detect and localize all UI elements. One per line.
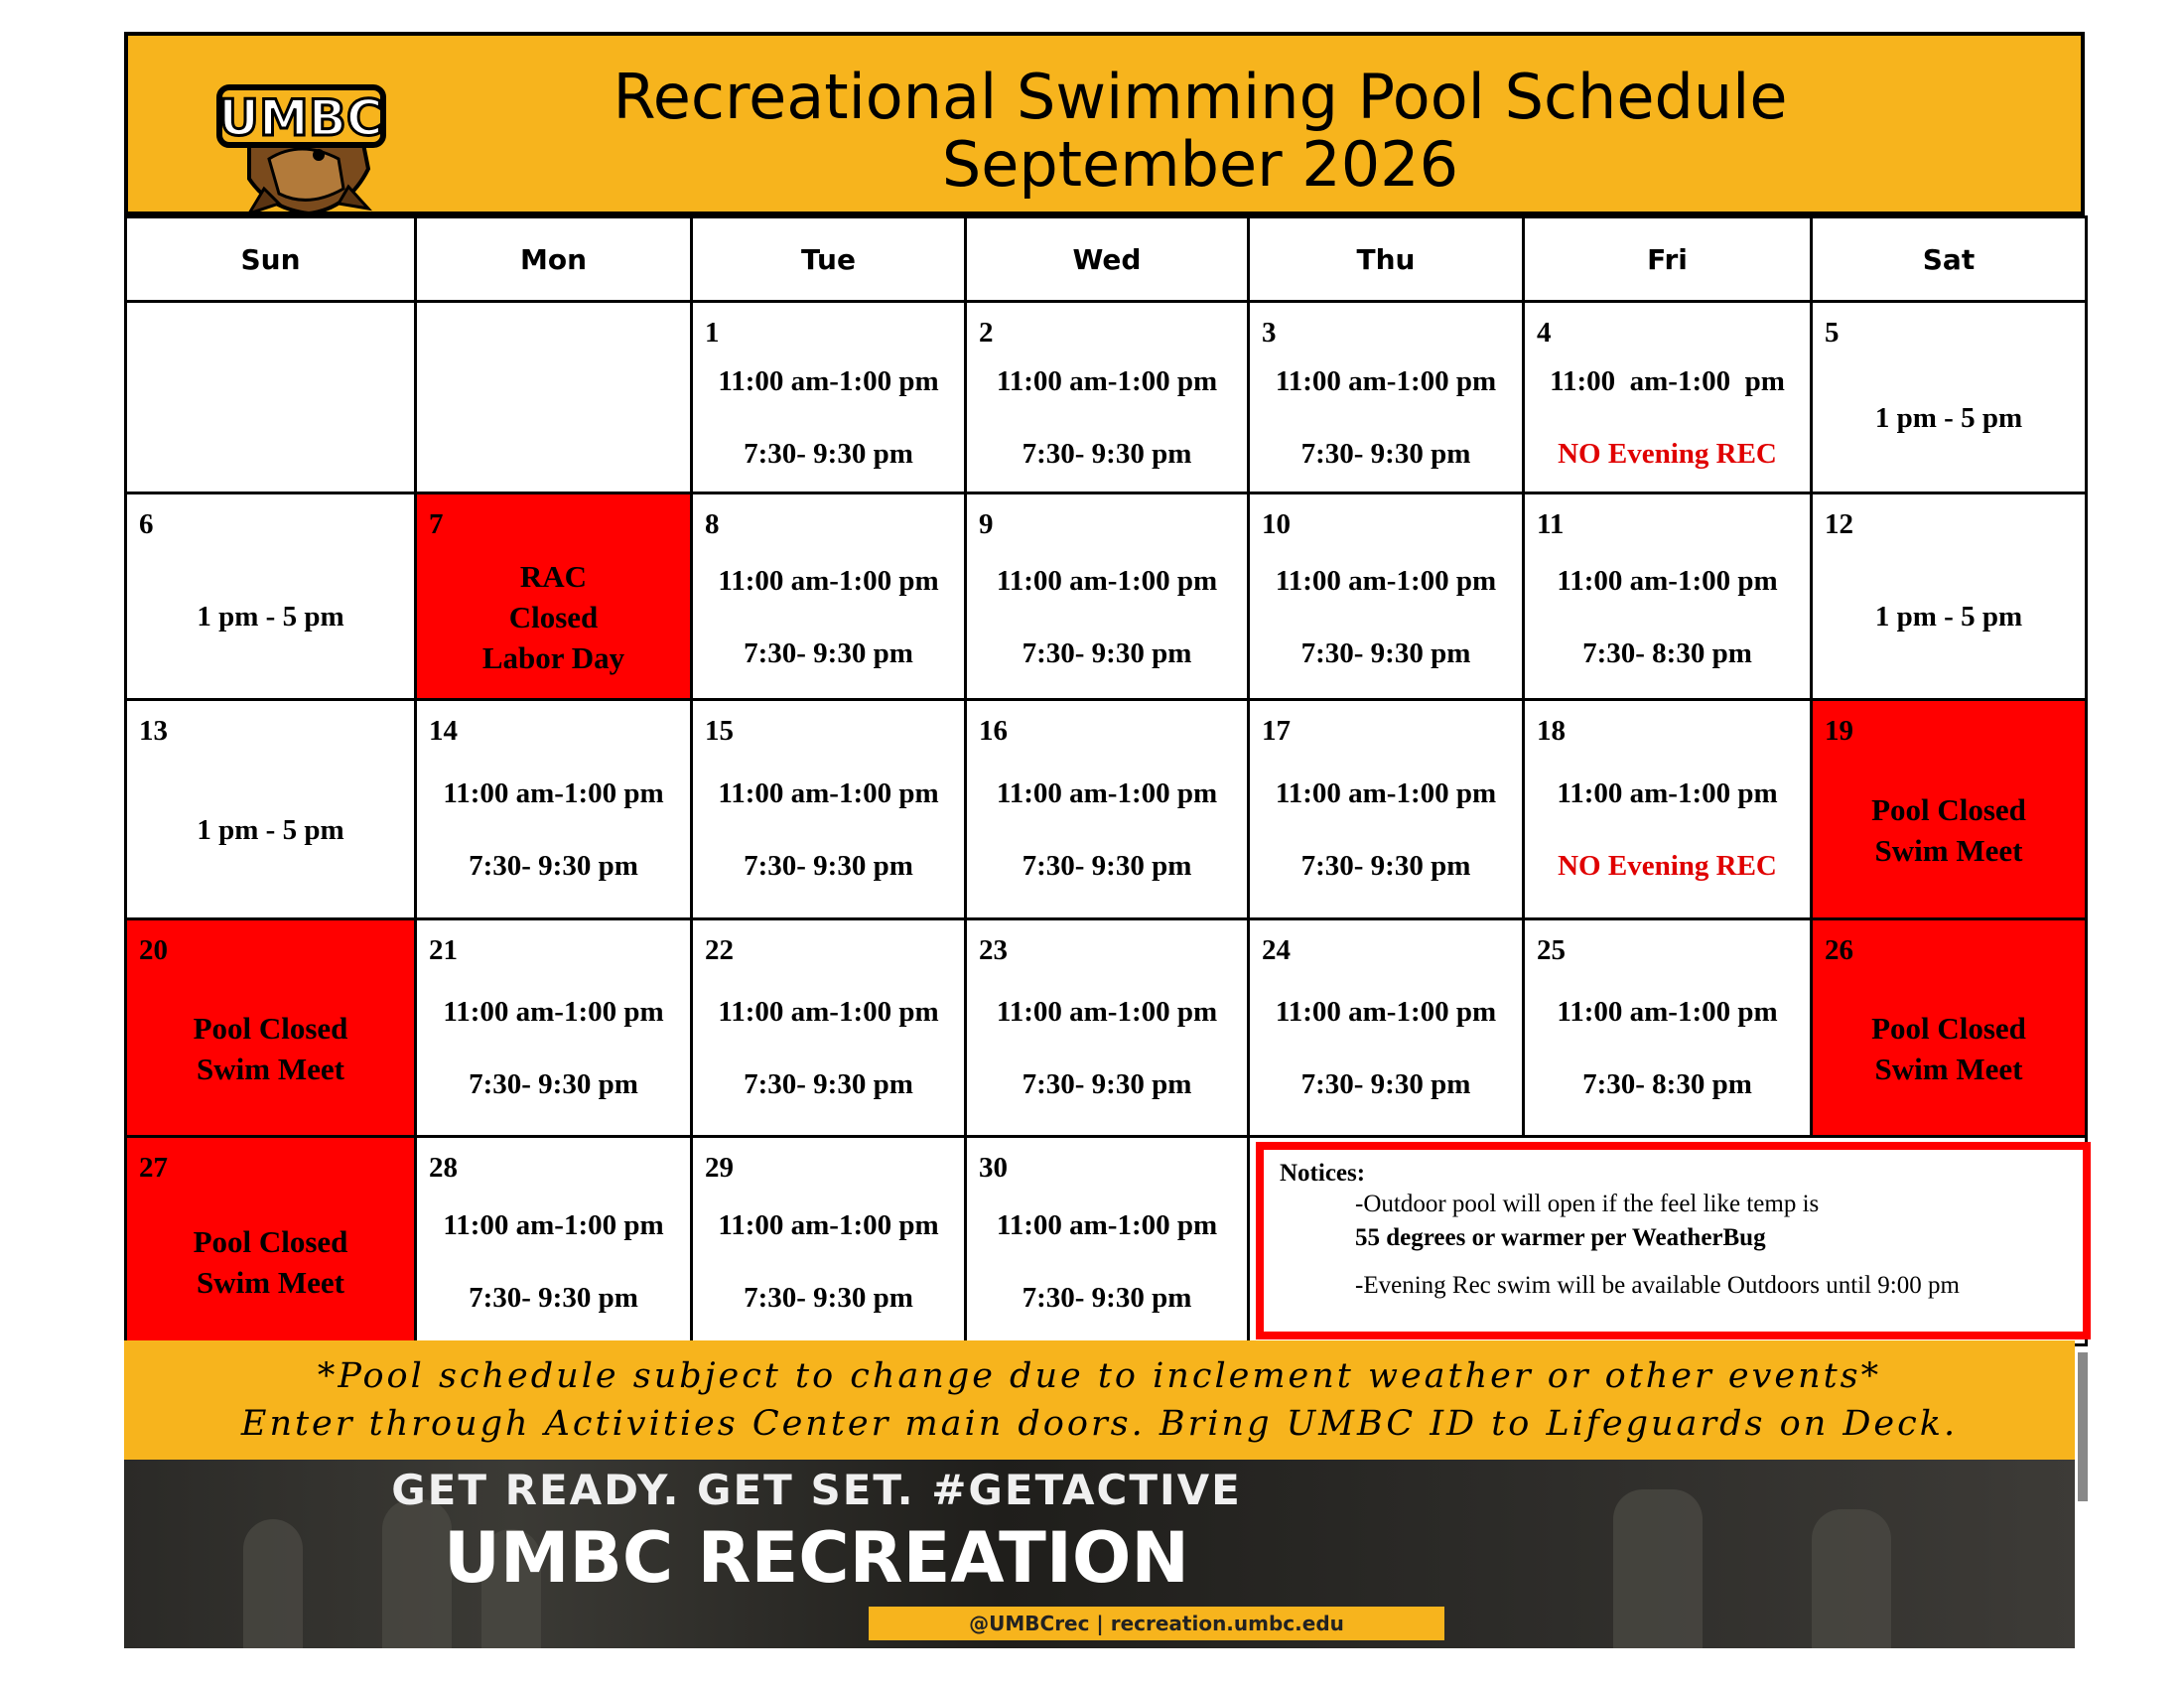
hours-evening: 7:30- 9:30 pm	[1300, 850, 1471, 882]
hours-evening: 7:30- 9:30 pm	[1022, 1281, 1192, 1314]
day-cell-closed	[126, 1137, 416, 1345]
day-number: 11	[1537, 508, 1565, 540]
hours-midday: 11:00 am-1:00 pm	[996, 1208, 1218, 1241]
hours-evening: 7:30- 8:30 pm	[1582, 636, 1752, 669]
day-number: 10	[1262, 508, 1291, 540]
footer-line-1: *Pool schedule subject to change due to inclement weather or other events*	[317, 1356, 1882, 1396]
hours-midday: 11:00 am-1:00 pm	[443, 777, 664, 809]
day-number: 16	[979, 715, 1008, 747]
hours-midday: 11:00 am-1:00 pm	[1550, 365, 1785, 397]
hours-midday: 11:00 am-1:00 pm	[996, 777, 1218, 809]
closed-line: RAC	[519, 559, 588, 594]
banner-tagline: GET READY. GET SET. #GETACTIVE	[391, 1466, 1242, 1514]
hours-midday: 11:00 am-1:00 pm	[718, 777, 939, 809]
day-cell	[1812, 302, 2087, 493]
day-cell	[692, 493, 966, 700]
hours-midday: 11:00 am-1:00 pm	[1275, 777, 1497, 809]
title-line-2: September 2026	[941, 128, 1459, 201]
day-cell	[416, 1137, 692, 1345]
day-number: 25	[1537, 934, 1566, 966]
day-number: 24	[1262, 934, 1291, 966]
weekday-mon: Mon	[416, 217, 692, 302]
hours-evening: 7:30- 9:30 pm	[469, 1068, 638, 1100]
banner-title: UMBC RECREATION	[443, 1517, 1190, 1599]
day-cell	[1524, 302, 1812, 493]
hours-evening: 7:30- 9:30 pm	[744, 636, 913, 669]
hours-midday: 11:00 am-1:00 pm	[718, 996, 939, 1028]
weekday-sun: Sun	[126, 217, 416, 302]
day-number: 9	[979, 508, 994, 540]
page-edge-shadow	[2078, 1352, 2088, 1501]
day-number: 29	[705, 1152, 734, 1184]
footer-line-2: Enter through Activities Center main doors. Bring UMBC ID to Lifeguards on Deck.	[240, 1404, 1959, 1444]
umbc-retriever-logo	[209, 60, 393, 218]
day-cell	[1249, 919, 1524, 1137]
day-number: 2	[979, 317, 994, 349]
hours-midday: 11:00 am-1:00 pm	[718, 1208, 939, 1241]
closed-reason: Swim Meet	[1874, 833, 2023, 868]
hours-midday: 11:00 am-1:00 pm	[996, 996, 1218, 1028]
hours-midday: 11:00 am-1:00 pm	[996, 564, 1218, 597]
day-number: 1	[705, 317, 720, 349]
day-number: 14	[429, 715, 458, 747]
hours-midday: 11:00 am-1:00 pm	[1557, 996, 1778, 1028]
day-cell	[416, 700, 692, 919]
day-cell	[1524, 700, 1812, 919]
day-cell	[692, 1137, 966, 1345]
day-cell	[966, 493, 1249, 700]
closed-line: Closed	[508, 600, 599, 634]
closed-reason: Swim Meet	[197, 1052, 344, 1086]
hours-evening: 7:30- 9:30 pm	[469, 1281, 638, 1314]
no-evening-rec-notice: NO Evening REC	[1558, 850, 1777, 882]
hours-midday: 11:00 am-1:00 pm	[996, 365, 1218, 397]
day-number: 18	[1537, 715, 1566, 747]
day-number: 26	[1825, 934, 1853, 966]
hours-midday: 11:00 am-1:00 pm	[718, 564, 939, 597]
hours-evening: 7:30- 9:30 pm	[1022, 438, 1192, 470]
notice-line: 55 degrees or warmer per WeatherBug	[1355, 1224, 1766, 1251]
banner-photo-figure	[1812, 1509, 1891, 1648]
hours-midday: 11:00 am-1:00 pm	[718, 365, 939, 397]
weekday-thu: Thu	[1249, 217, 1524, 302]
hours-weekend: 1 pm - 5 pm	[1874, 601, 2023, 633]
hours-evening: 7:30- 9:30 pm	[1022, 1068, 1192, 1100]
day-number: 20	[139, 934, 168, 966]
week-row	[126, 919, 2087, 1137]
no-evening-rec-notice: NO Evening REC	[1558, 438, 1777, 470]
footer-notice	[124, 1340, 2075, 1460]
closed-reason: Labor Day	[481, 640, 625, 675]
weekday-header-row	[126, 217, 2087, 302]
closed-line: Pool Closed	[193, 1011, 348, 1046]
week-row	[126, 700, 2087, 919]
day-number: 19	[1825, 715, 1853, 747]
day-number: 30	[979, 1152, 1008, 1184]
header-banner	[124, 32, 2085, 215]
day-cell	[1524, 919, 1812, 1137]
hours-evening: 7:30- 9:30 pm	[1300, 636, 1471, 669]
hours-midday: 11:00 am-1:00 pm	[1275, 996, 1497, 1028]
hours-midday: 11:00 am-1:00 pm	[1557, 777, 1778, 809]
hours-midday: 11:00 am-1:00 pm	[443, 996, 664, 1028]
calendar-grid	[124, 215, 2088, 1346]
hours-weekend: 1 pm - 5 pm	[197, 601, 344, 633]
closed-reason: Swim Meet	[1874, 1052, 2023, 1086]
week-row	[126, 302, 2087, 493]
notice-line: -Evening Rec swim will be available Outdoors until 9:00 pm	[1355, 1272, 1960, 1299]
hours-midday: 11:00 am-1:00 pm	[443, 1208, 664, 1241]
day-cell-empty	[126, 302, 416, 493]
day-number: 28	[429, 1152, 458, 1184]
day-cell	[126, 493, 416, 700]
day-cell-closed	[1812, 919, 2087, 1137]
weekday-sat: Sat	[1812, 217, 2087, 302]
closed-line: Pool Closed	[1871, 1011, 2026, 1046]
hours-evening: 7:30- 9:30 pm	[744, 1281, 913, 1314]
day-cell	[966, 919, 1249, 1137]
closed-line: Pool Closed	[1871, 792, 2026, 827]
day-cell-closed	[1812, 700, 2087, 919]
notice-line: -Outdoor pool will open if the feel like temp is	[1355, 1191, 1820, 1217]
day-cell	[1249, 302, 1524, 493]
week-row	[126, 1137, 2087, 1345]
hours-evening: 7:30- 9:30 pm	[744, 438, 913, 470]
week-row	[126, 493, 2087, 700]
hours-midday: 11:00 am-1:00 pm	[1557, 564, 1778, 597]
day-cell-closed	[416, 493, 692, 700]
weekday-tue: Tue	[692, 217, 966, 302]
day-cell	[966, 302, 1249, 493]
day-number: 22	[705, 934, 734, 966]
day-number: 4	[1537, 317, 1552, 349]
hours-evening: 7:30- 9:30 pm	[1022, 636, 1192, 669]
day-cell	[126, 700, 416, 919]
hours-evening: 7:30- 9:30 pm	[1022, 850, 1192, 882]
hours-midday: 11:00 am-1:00 pm	[1275, 564, 1497, 597]
day-cell	[692, 919, 966, 1137]
day-cell	[692, 700, 966, 919]
day-cell	[1249, 493, 1524, 700]
hours-weekend: 1 pm - 5 pm	[197, 813, 344, 846]
day-cell	[966, 1137, 1249, 1345]
day-number: 27	[139, 1152, 168, 1184]
day-number: 13	[139, 715, 168, 747]
hours-evening: 7:30- 9:30 pm	[1300, 1068, 1471, 1100]
weekday-fri: Fri	[1524, 217, 1812, 302]
day-number: 6	[139, 508, 154, 540]
hours-weekend: 1 pm - 5 pm	[1874, 401, 2023, 434]
hours-midday: 11:00 am-1:00 pm	[1275, 365, 1497, 397]
schedule-sheet	[124, 32, 2085, 1650]
day-cell	[416, 919, 692, 1137]
day-number: 23	[979, 934, 1008, 966]
hours-evening: 7:30- 8:30 pm	[1582, 1068, 1752, 1100]
banner-photo-figure	[1613, 1489, 1703, 1648]
day-number: 3	[1262, 317, 1277, 349]
day-number: 12	[1825, 508, 1853, 540]
day-cell	[966, 700, 1249, 919]
day-number: 5	[1825, 317, 1840, 349]
hours-evening: 7:30- 9:30 pm	[1300, 438, 1471, 470]
day-cell	[692, 302, 966, 493]
banner-contact: @UMBCrec | recreation.umbc.edu	[869, 1607, 1444, 1640]
weekday-wed: Wed	[966, 217, 1249, 302]
page-title	[525, 61, 1875, 201]
day-cell-empty	[416, 302, 692, 493]
day-number: 7	[429, 508, 444, 540]
notices-title: Notices:	[1280, 1160, 1366, 1187]
closed-line: Pool Closed	[193, 1223, 348, 1259]
day-number: 15	[705, 715, 734, 747]
svg-text:UMBC: UMBC	[218, 89, 383, 147]
day-cell	[1249, 700, 1524, 919]
title-line-1: Recreational Swimming Pool Schedule	[613, 61, 1788, 133]
hours-evening: 7:30- 9:30 pm	[744, 850, 913, 882]
day-cell	[1524, 493, 1812, 700]
hours-evening: 7:30- 9:30 pm	[744, 1068, 913, 1100]
notices-cell	[1249, 1137, 2087, 1345]
day-number: 21	[429, 934, 458, 966]
hours-evening: 7:30- 9:30 pm	[469, 850, 638, 882]
day-cell	[1812, 493, 2087, 700]
notices-box	[1256, 1142, 2091, 1339]
day-number: 8	[705, 508, 720, 540]
day-number: 17	[1262, 715, 1291, 747]
recreation-banner	[124, 1460, 2075, 1648]
closed-reason: Swim Meet	[197, 1264, 344, 1300]
day-cell-closed	[126, 919, 416, 1137]
